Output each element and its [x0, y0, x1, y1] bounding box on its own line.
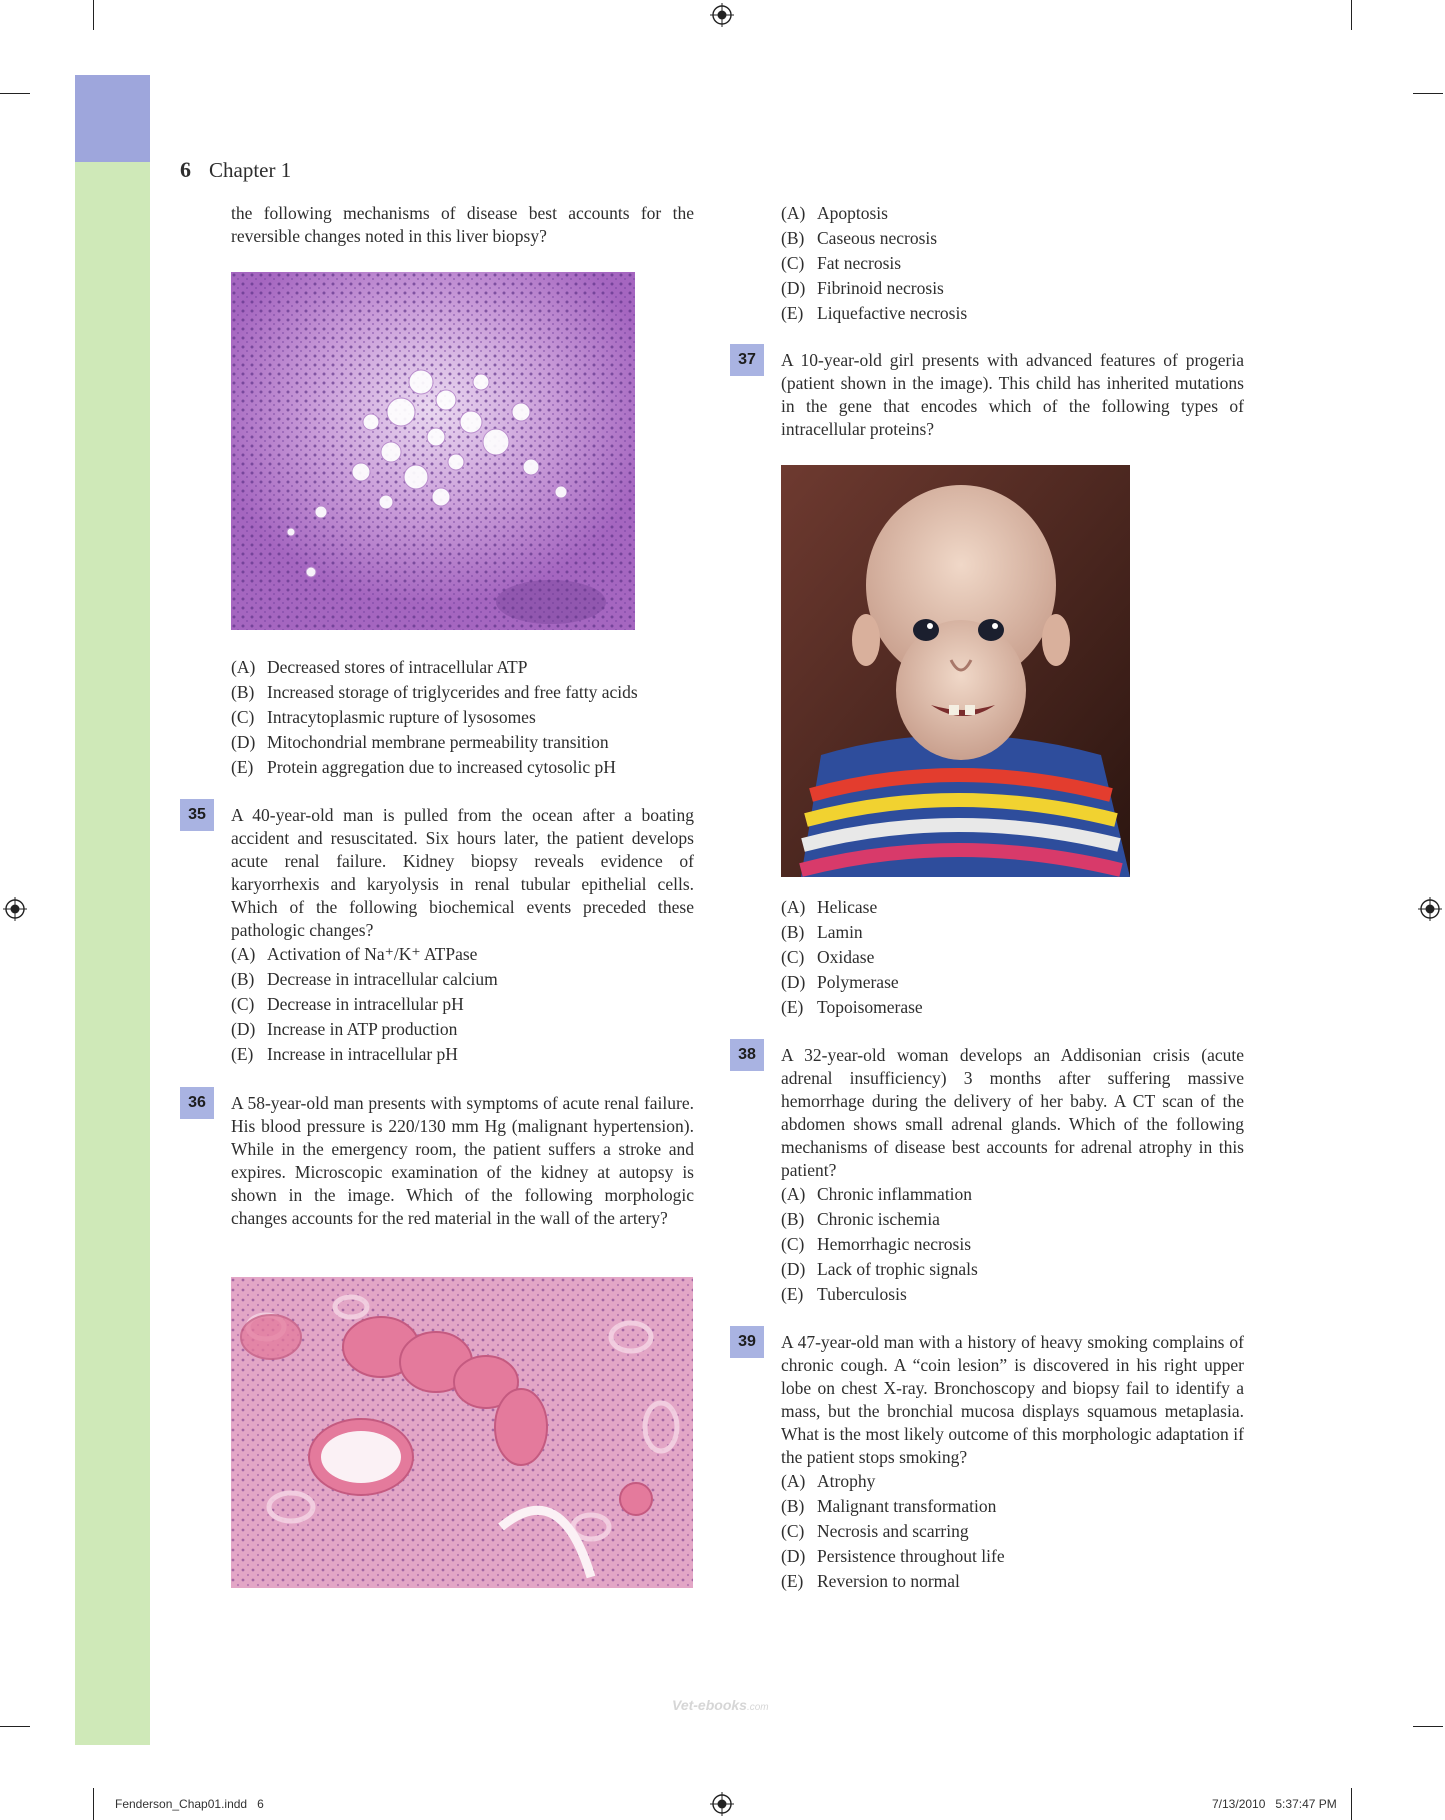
option-letter: (A): [781, 1471, 806, 1491]
option-letter: (A): [781, 897, 806, 917]
option-letter: (A): [781, 203, 806, 223]
option-item[interactable]: [231, 1017, 694, 1042]
registration-mark-icon: [710, 1792, 734, 1816]
question-38-stem: A 32-year-old woman develops an Addisonian crisis (acute adrenal insufficiency) 3 months after suffering massive hemorrhage during the delivery of her baby. A CT scan of the abdomen shows small adrenal glands. Which of the following mechanisms of disease best accounts for adrenal atrophy in this patient?: [781, 1045, 1244, 1180]
crop-mark: [1351, 0, 1352, 30]
option-text: Decrease in intracellular calcium: [267, 969, 498, 989]
option-item[interactable]: [781, 1469, 1244, 1494]
option-letter: (C): [781, 253, 805, 273]
option-letter: (E): [781, 1284, 804, 1304]
option-item[interactable]: [231, 655, 694, 680]
question-39-stem: A 47-year-old man with a history of heavy smoking complains of chronic cough. A “coin lesion” is discovered in his right upper lobe on chest X-ray. Bronchoscopy and biopsy fail to identify a mass, but the bronchial mucosa displays squamous metaplasia. What is the most likely outcome of this morphologic adaptation if the patient stops smoking?: [781, 1332, 1244, 1467]
question-37-options: [781, 895, 1244, 1020]
option-item[interactable]: [231, 680, 694, 705]
option-item[interactable]: [781, 226, 1244, 251]
option-letter: (B): [231, 682, 255, 702]
option-letter: (D): [781, 278, 806, 298]
question-number-badge: 39: [730, 1326, 764, 1358]
option-letter: (A): [781, 1184, 806, 1204]
option-letter: (B): [781, 228, 805, 248]
option-text: Malignant transformation: [817, 1496, 997, 1516]
option-letter: (C): [231, 707, 255, 727]
option-letter: (D): [781, 1546, 806, 1566]
watermark-suffix: .com: [746, 1702, 769, 1713]
option-text: Increase in intracellular pH: [267, 1044, 458, 1064]
question-37: [781, 349, 1244, 441]
option-item[interactable]: [231, 730, 694, 755]
question-39: [781, 1331, 1244, 1594]
option-text: Hemorrhagic necrosis: [817, 1234, 972, 1254]
option-letter: (E): [781, 303, 804, 323]
option-item[interactable]: [781, 995, 1244, 1020]
option-letter: (E): [781, 1571, 804, 1591]
option-item[interactable]: [781, 920, 1244, 945]
option-letter: (E): [231, 1044, 254, 1064]
watermark: [672, 1697, 769, 1713]
option-item[interactable]: [781, 1207, 1244, 1232]
option-text: Intracytoplasmic rupture of lysosomes: [267, 707, 536, 727]
option-item[interactable]: [781, 1494, 1244, 1519]
option-letter: (D): [231, 1019, 256, 1039]
option-text: Protein aggregation due to increased cytosolic pH: [267, 757, 616, 777]
question-38-options: [781, 1182, 1244, 1307]
option-letter: (D): [781, 1259, 806, 1279]
registration-mark-icon: [710, 3, 734, 27]
option-item[interactable]: [781, 1232, 1244, 1257]
option-item[interactable]: [781, 1282, 1244, 1307]
option-letter: (C): [781, 1234, 805, 1254]
option-item[interactable]: [231, 942, 694, 967]
option-text: Apoptosis: [817, 203, 888, 223]
option-item[interactable]: [781, 895, 1244, 920]
option-letter: (E): [781, 997, 804, 1017]
option-text: Atrophy: [817, 1471, 876, 1491]
option-text: Fat necrosis: [817, 253, 902, 273]
option-letter: (A): [231, 944, 256, 964]
option-letter: (B): [781, 1209, 805, 1229]
option-item[interactable]: [231, 992, 694, 1017]
option-text: Chronic inflammation: [817, 1184, 973, 1204]
question-36-options: [781, 201, 1244, 326]
option-text: Increased storage of triglycerides and free fatty acids: [267, 682, 638, 702]
option-letter: (C): [781, 947, 805, 967]
option-text: Caseous necrosis: [817, 228, 938, 248]
option-item[interactable]: [781, 1569, 1244, 1594]
crop-mark: [0, 93, 30, 94]
question-35-stem: A 40-year-old man is pulled from the ocean after a boating accident and resuscitated. Six hours later, the patient develops acute renal failure. Kidney biopsy reveals evidence of karyorrhexis and karyolysis in renal tubular epithelial cells. Which of the following biochemical events preceded these pathologic changes?: [231, 805, 694, 940]
question-39-options: [781, 1469, 1244, 1594]
crop-mark: [93, 0, 94, 30]
option-text: Liquefactive necrosis: [817, 303, 968, 323]
option-text: Oxidase: [817, 947, 875, 967]
question-37-stem: A 10-year-old girl presents with advanced features of progeria (patient shown in the image). This child has inherited mutations in the gene that encodes which of the following types of intracellular proteins?: [781, 350, 1244, 439]
option-letter: (D): [231, 732, 256, 752]
option-letter: (C): [231, 994, 255, 1014]
question-34-options: [231, 655, 694, 780]
option-letter: (B): [781, 922, 805, 942]
option-item[interactable]: [231, 705, 694, 730]
option-item[interactable]: [231, 755, 694, 780]
option-item[interactable]: [781, 945, 1244, 970]
question-number-badge: 36: [180, 1087, 214, 1119]
crop-mark: [0, 1726, 30, 1727]
option-item[interactable]: [781, 1182, 1244, 1207]
option-text: Necrosis and scarring: [817, 1521, 969, 1541]
option-text: Polymerase: [817, 972, 899, 992]
option-item[interactable]: [781, 1544, 1244, 1569]
crop-mark: [1413, 1726, 1443, 1727]
crop-mark: [93, 1788, 94, 1820]
option-text: Lamin: [817, 922, 863, 942]
question-number-badge: 38: [730, 1039, 764, 1071]
question-34-stem-continued: the following mechanisms of disease best accounts for the reversible changes noted in this liver biopsy?: [231, 203, 694, 246]
crop-mark: [1413, 93, 1443, 94]
question-36: [231, 1092, 694, 1230]
question-38: [781, 1044, 1244, 1307]
option-letter: (B): [231, 969, 255, 989]
option-item[interactable]: [781, 251, 1244, 276]
option-letter: (E): [231, 757, 254, 777]
liver-biopsy-image: [231, 272, 635, 630]
question-35: [231, 804, 694, 1067]
option-text: Decrease in intracellular pH: [267, 994, 464, 1014]
option-text: Activation of Na⁺/K⁺ ATPase: [267, 944, 478, 964]
side-bar-green: [75, 75, 150, 1745]
watermark-brand: Vet-ebooks: [672, 1697, 747, 1713]
option-item[interactable]: [781, 201, 1244, 226]
option-item[interactable]: [231, 967, 694, 992]
option-letter: (A): [231, 657, 256, 677]
option-item[interactable]: [781, 1519, 1244, 1544]
option-text: Lack of trophic signals: [817, 1259, 978, 1279]
question-35-options: [231, 942, 694, 1067]
option-text: Fibrinoid necrosis: [817, 278, 944, 298]
registration-mark-icon: [1418, 897, 1442, 921]
option-item[interactable]: [781, 1257, 1244, 1282]
option-text: Decreased stores of intracellular ATP: [267, 657, 528, 677]
option-letter: (D): [781, 972, 806, 992]
footer-file-info: Fenderson_Chap01.indd 6: [115, 1797, 264, 1811]
option-text: Increase in ATP production: [267, 1019, 458, 1039]
option-text: Persistence throughout life: [817, 1546, 1005, 1566]
running-head: [180, 157, 291, 183]
footer-date-time: 7/13/2010 5:37:47 PM: [1212, 1797, 1337, 1811]
option-text: Topoisomerase: [817, 997, 923, 1017]
registration-mark-icon: [3, 897, 27, 921]
option-text: Helicase: [817, 897, 878, 917]
question-36-stem: A 58-year-old man presents with symptoms of acute renal failure. His blood pressure is 220/130 mm Hg (malignant hypertension). While in the emergency room, the patient suffers a stroke and expires. Microscopic examination of the kidney at autopsy is shown in the image. Which of the following morphologic changes accounts for the red material in the wall of the artery?: [231, 1093, 694, 1228]
crop-mark: [1351, 1788, 1352, 1820]
option-letter: (B): [781, 1496, 805, 1516]
option-letter: (C): [781, 1521, 805, 1541]
kidney-artery-image: [231, 1277, 693, 1588]
left-column: [231, 202, 694, 248]
option-text: Tuberculosis: [817, 1284, 907, 1304]
chapter-title: Chapter 1: [209, 158, 292, 182]
option-text: Mitochondrial membrane permeability transition: [267, 732, 609, 752]
option-item[interactable]: [781, 276, 1244, 301]
page-number: 6: [180, 157, 191, 182]
progeria-patient-photo: [781, 465, 1130, 877]
option-item[interactable]: [781, 970, 1244, 995]
option-text: Reversion to normal: [817, 1571, 960, 1591]
option-item[interactable]: [781, 301, 1244, 326]
side-bar-blue: [75, 75, 150, 162]
option-text: Chronic ischemia: [817, 1209, 940, 1229]
question-number-badge: 37: [730, 344, 764, 376]
question-number-badge: 35: [180, 799, 214, 831]
option-item[interactable]: [231, 1042, 694, 1067]
